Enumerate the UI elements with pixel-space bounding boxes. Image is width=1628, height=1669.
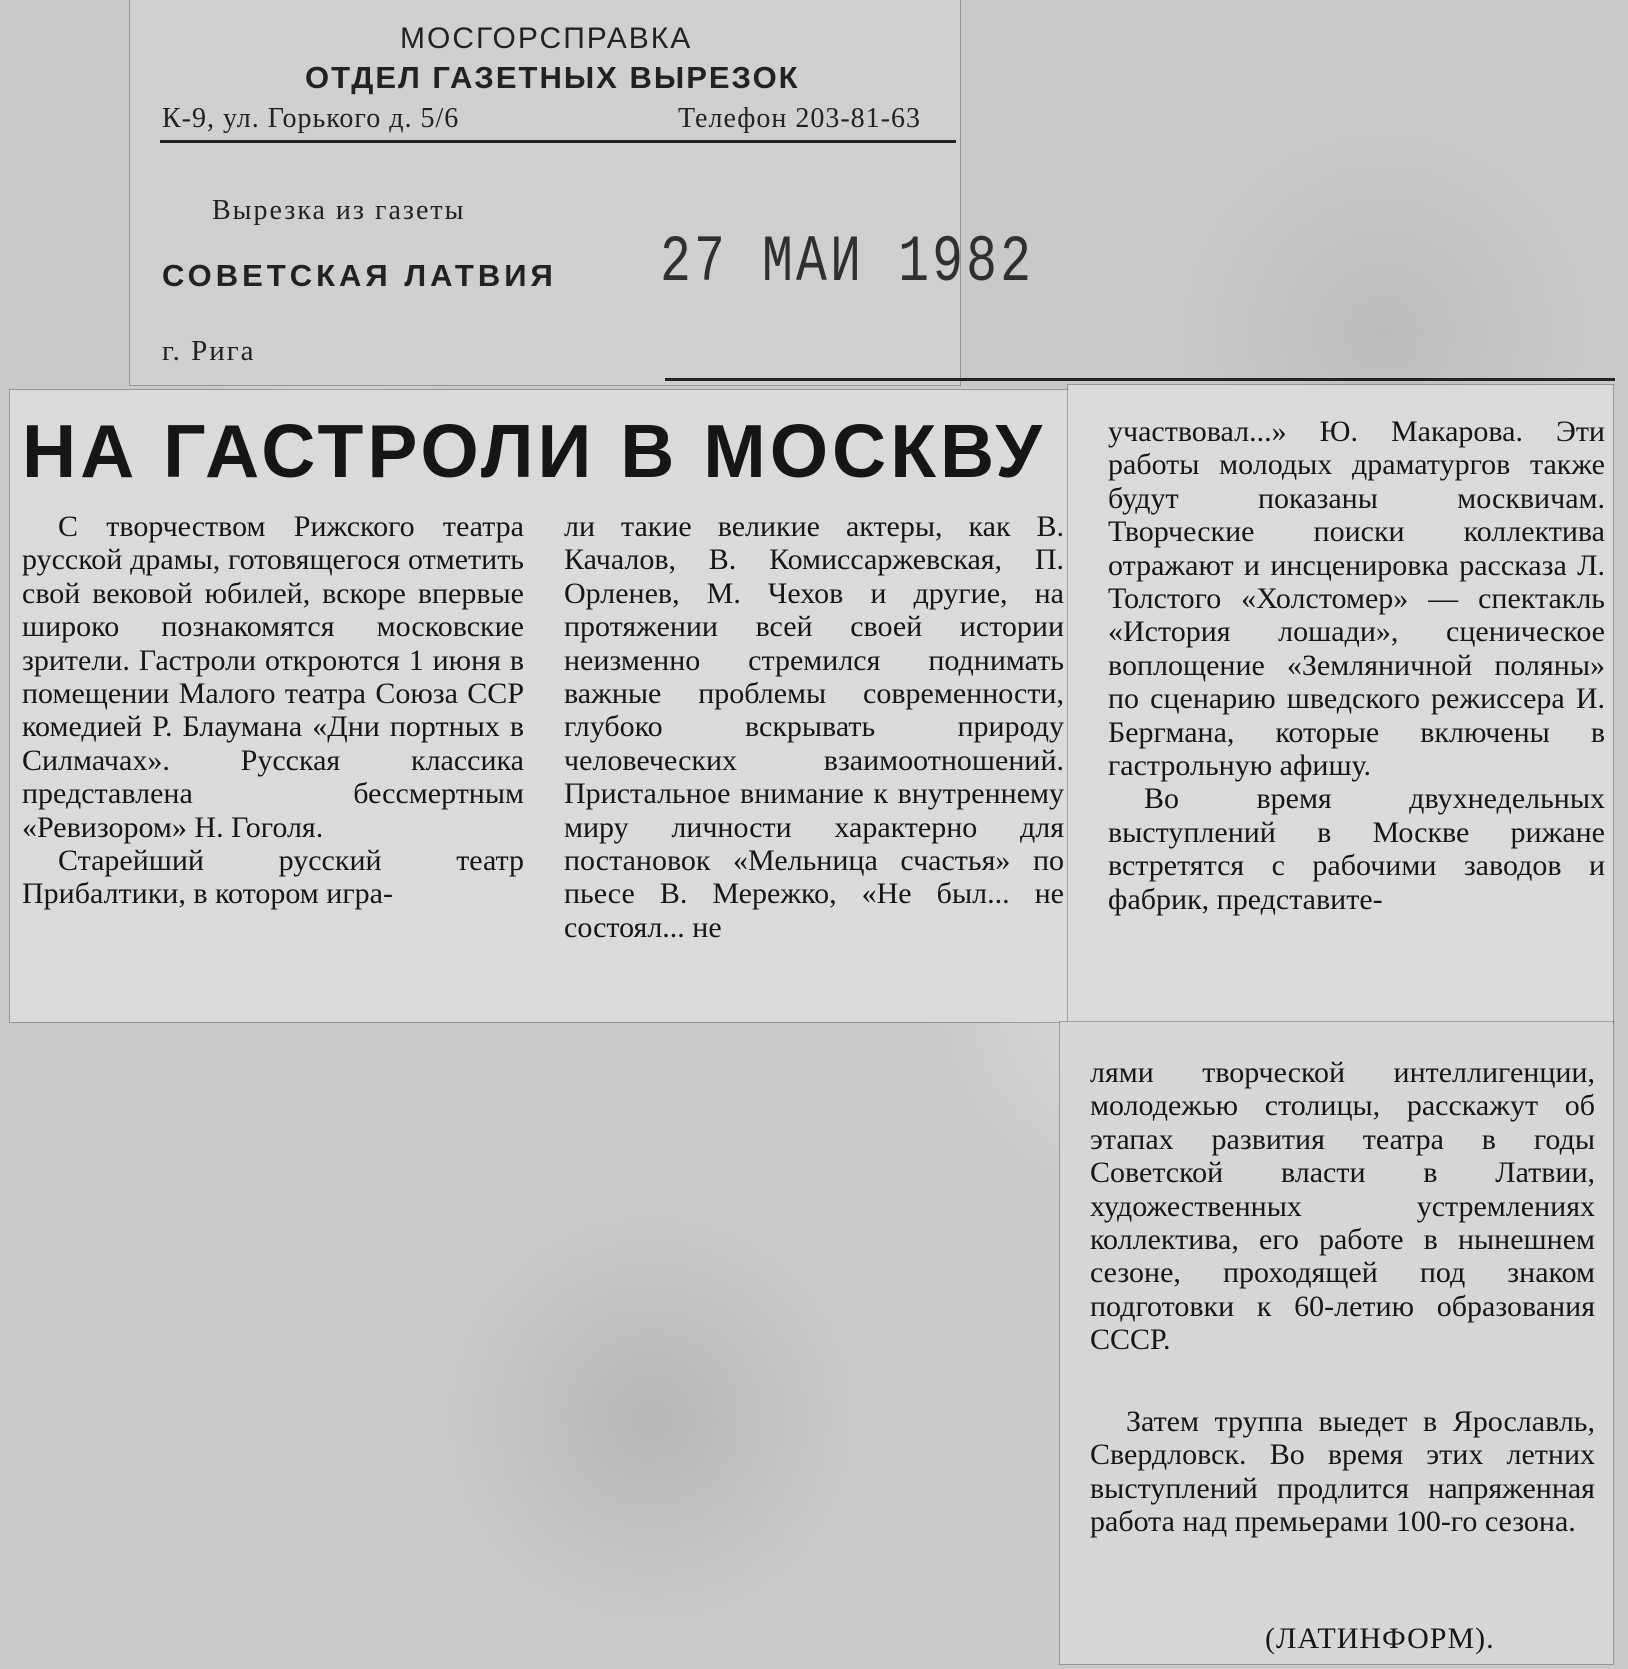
- newspaper-city: г. Рига: [162, 335, 256, 367]
- newspaper-name: СОВЕТСКАЯ ЛАТВИЯ: [162, 258, 557, 293]
- paragraph: ли такие великие актеры, как В. Качалов, В. Комиссаржевская, П. Орленев, М. Чехов и другие, на протяжении всей своей истории неизменно стремился поднимать важные проблемы современности, глубоко вскрывать природу человеческих взаимоотношений. Пристальное внимание к внутреннему миру личности характерно для постановок «Мельница счастья» по пьесе В. Мережко, «Не был... не состоял... не: [564, 510, 1064, 944]
- agency-phone: Телефон 203-81-63: [678, 103, 921, 134]
- agency-address: К-9, ул. Горького д. 5/6: [162, 103, 460, 134]
- article-column-3: [1108, 415, 1605, 916]
- department-name: ОТДЕЛ ГАЗЕТНЫХ ВЫРЕЗОК: [305, 60, 800, 95]
- paragraph: Во время двухнедельных выступлений в Москве рижане встретятся с рабочими заводов и фабрик, представите-: [1108, 782, 1605, 916]
- article-column-1: [22, 510, 524, 911]
- paragraph: Старейший русский театр Прибалтики, в котором игра-: [22, 844, 524, 911]
- paragraph: участвовал...» Ю. Макарова. Эти работы молодых драматургов также будут показаны москвичам. Творческие поиски коллектива отражают и инсценировка рассказа Л. Толстого «Холстомер» — спектакль «История лошади», сценическое воплощение «Земляничной поляны» по сценарию шведского режиссера И. Бергмана, которые включены в гастрольную афишу.: [1108, 415, 1605, 783]
- article-top-rule: [665, 378, 1615, 381]
- clip-source-label: Вырезка из газеты: [212, 195, 466, 226]
- clipping-header-slip: [130, 0, 960, 385]
- paragraph: лями творческой интеллигенции, молодежью столицы, расскажут об этапах развития театра в годы Советской власти в Латвии, художественных устремлениях коллектива, его работе в нынешнем сезоне, проходящей под знаком подготовки к 60-летию образования СССР.: [1090, 1056, 1595, 1357]
- article-column-5: [1090, 1405, 1595, 1539]
- agency-name: МОСГОРСПРАВКА: [400, 22, 693, 55]
- article-headline: НА ГАСТРОЛИ В МОСКВУ: [22, 409, 1046, 493]
- date-stamp: 27 МАИ 1982: [660, 225, 1035, 300]
- article-column-4: [1090, 1056, 1595, 1357]
- header-divider: [160, 140, 956, 143]
- paragraph: С творчеством Рижского театра русской драмы, готовящегося отметить свой вековой юбилей, вскоре впервые широко познакомятся московские зрители. Гастроли откроются 1 июня в помещении Малого театра Союза ССР комедией Р. Блаумана «Дни портных в Силмачах». Русская классика представлена бессмертным «Ревизором» Н. Гоголя.: [22, 510, 524, 844]
- article-column-2: [564, 510, 1064, 944]
- paragraph: Затем труппа выедет в Ярославль, Свердловск. Во время этих летних выступлений продлится напряженная работа над премьерами 100-го сезона.: [1090, 1405, 1595, 1539]
- article-signoff: (ЛАТИНФОРМ).: [1265, 1622, 1495, 1655]
